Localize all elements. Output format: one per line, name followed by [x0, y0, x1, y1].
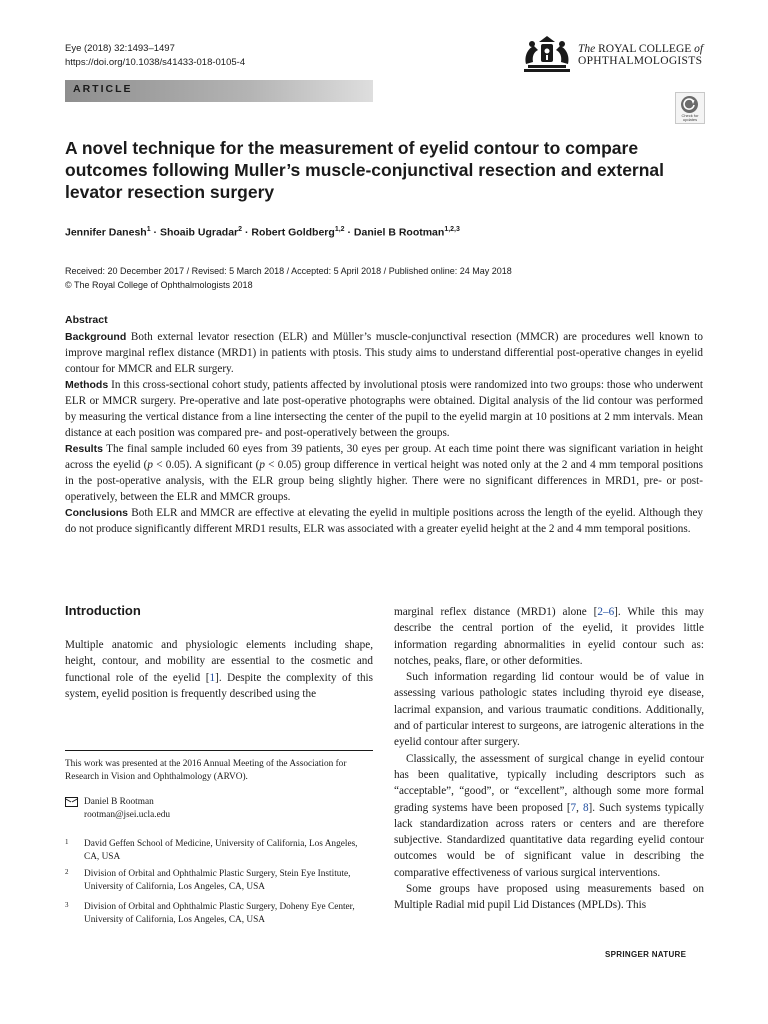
affiliation-text: David Geffen School of Medicine, University of California, Los Angeles, CA, USA: [84, 839, 358, 862]
check-for-updates-label: Check for updates: [681, 113, 699, 122]
affiliation-item: [65, 838, 373, 864]
conclusions-label: Conclusions: [65, 507, 129, 519]
affiliation-number: 3: [65, 901, 69, 909]
publisher-logo: [605, 950, 686, 959]
body-text: ]. While this may describe the central portion of the eyelid, it provides little information regarding abnormalities in eyelid contour such as: notches, peaks, flare, or other deformities.: [394, 606, 704, 667]
society-name: [578, 43, 703, 67]
author-name[interactable]: Shoaib Ugradar: [159, 226, 239, 239]
check-for-updates-button[interactable]: [675, 92, 705, 124]
abstract-heading: Abstract: [65, 314, 108, 326]
copyright-line: © The Royal College of Ophthalmologists 2018: [65, 280, 253, 290]
citation-link[interactable]: 8: [582, 801, 589, 814]
society-name-royal-college: ROYAL COLLEGE: [598, 43, 692, 55]
contact-email[interactable]: rootman@jsei.ucla.edu: [84, 810, 171, 820]
envelope-icon: [65, 797, 78, 807]
author-separator: ·: [242, 226, 252, 239]
contact-name: Daniel B Rootman: [84, 797, 154, 807]
author-affiliation: 1,2: [334, 226, 345, 233]
body-text: ]. Such systems typically lack standardization across raters or centers and are therefore subjective. Standardized quantitative data regarding eyelid contour outcomes would be of significant value in describing the comparative effectiveness of various surgical interventions.: [394, 801, 704, 879]
abstract-methods: [65, 377, 703, 441]
citation-link[interactable]: 2–6: [597, 606, 615, 618]
results-label: Results: [65, 443, 103, 455]
article-type-bar: [65, 80, 373, 102]
results-text: < 0.05) group difference in vertical height was noted only at the 2 and 4 mm temporal positions in the post-operative analysis, with the ELR group being slightly higher. There were no significant differences in MRD1, pre- or post-operatively, between the ELR and MMCR groups.: [65, 459, 703, 503]
abstract-conclusions: [65, 505, 703, 537]
author-separator: ·: [344, 226, 354, 239]
body-paragraph: [65, 637, 373, 702]
affiliation-text: Division of Orbital and Ophthalmic Plastic Surgery, Stein Eye Institute, University of California, Los Angeles, CA, USA: [84, 869, 351, 892]
abstract: [65, 313, 703, 537]
body-text: marginal reflex distance (MRD1) alone [: [394, 606, 598, 618]
results-text: < 0.05). A significant (: [152, 459, 260, 471]
background-text: Both external levator resection (ELR) and Müller’s muscle-conjunctival resection (MMCR) are procedures well known to improve marginal reflex distance (MRD1) in patients with ptosis. This study aims to understand differential post-operative changes in eyelid contour for MMCR and ELR surgery.: [65, 331, 703, 375]
society-logo: [520, 34, 705, 74]
p-value-symbol: p: [259, 459, 265, 471]
body-text: ]. Despite the complexity of this system, eyelid position is frequently described using the: [65, 671, 374, 700]
doi-link[interactable]: https://doi.org/10.1038/s41433-018-0105-4: [65, 57, 246, 68]
methods-label: Methods: [65, 379, 109, 391]
history-dates: Received: 20 December 2017 / Revised: 5 March 2018 / Accepted: 5 April 2018 / Published online: 24 May 2018: [65, 266, 512, 276]
citation-link[interactable]: 1: [209, 671, 216, 684]
publication-dates: [65, 264, 705, 292]
affiliation-text: Division of Orbital and Ophthalmic Plastic Surgery, Doheny Eye Center, University of California, Los Angeles, CA, USA: [84, 902, 355, 925]
society-name-of: of: [691, 43, 704, 55]
refresh-icon: [681, 96, 698, 113]
body-column-right: [394, 604, 704, 914]
author-list: [65, 226, 705, 239]
background-label: Background: [65, 331, 127, 343]
publisher-name-part2: NATURE: [649, 950, 687, 959]
body-text: Classically, the assessment of surgical change in eyelid contour has been qualitative, typically including descriptors such as “acceptable”, “good”, or “excellent”, although some more formal grading systems have been proposed [: [394, 752, 704, 814]
body-paragraph: Such information regarding lid contour would be of value in assessing various pathologic states including thyroid eye disease, lacrimal expansion, and various traumatic conditions. Additionally, and of particular interest to surgeons, are iatrogenic alterations in the eyelid contour after surgery.: [394, 671, 704, 749]
author-affiliation: 1: [146, 226, 151, 233]
body-paragraph: [394, 751, 704, 881]
affiliation-item: [65, 868, 373, 894]
presentation-note: This work was presented at the 2016 Annual Meeting of the Association for Research in Vision and Ophthalmology (ARVO).: [65, 759, 347, 782]
coat-of-arms-icon: [520, 34, 574, 74]
introduction-heading: Introduction: [65, 603, 141, 618]
affiliation-number: 2: [65, 868, 69, 876]
footnote-divider: [65, 750, 373, 751]
affiliation-item: [65, 901, 373, 927]
conclusions-text: Both ELR and MMCR are effective at elevating the eyelid in multiple positions across the length of the eyelid. Although they do not produce significantly different MRD1 results, ELR was associated with a greater eyelid height at the 2 and 4 mm temporal positions.: [65, 507, 703, 535]
article-title: A novel technique for the measurement of eyelid contour to compare outcomes following Muller’s muscle-conjunctival resection and external levator resection surgery: [65, 138, 665, 202]
journal-reference: [65, 42, 245, 70]
abstract-results: [65, 441, 703, 505]
article-type-label: ARTICLE: [73, 83, 133, 95]
author-name[interactable]: Jennifer Danesh: [65, 226, 147, 239]
body-text: Multiple anatomic and physiologic elements including shape, height, contour, and mobility are essential to the cosmetic and functional role of the eyelid [: [65, 639, 373, 684]
results-text: The final sample included 60 eyes from 39 patients, 30 eyes per group. At each time point there was significant variation in height across the eyelid (: [65, 443, 703, 471]
society-name-the: The: [578, 43, 599, 55]
p-value-symbol: p: [147, 459, 153, 471]
body-paragraph: [394, 604, 704, 669]
author-affiliation: 2: [238, 226, 243, 233]
affiliation-number: 1: [65, 838, 69, 846]
author-separator: ·: [150, 226, 160, 239]
citation-link[interactable]: 7: [570, 801, 577, 814]
publisher-name-part1: SPRINGER: [605, 950, 650, 959]
corresponding-author: [65, 796, 373, 822]
body-column-left: [65, 637, 373, 702]
methods-text: In this cross-sectional cohort study, patients affected by involutional ptosis were randomized into two groups: those who underwent ELR or MMCR surgery. Pre-operative and late post-operative photographs were obtained. Digital analysis of the lid contour was performed by measuring the vertical distance from a line intersecting the center of the pupil to the eyelid margin at 10 positions at 2 mm intervals. Mean distance at each position was compared pre- and post-operatively between the groups.: [65, 379, 703, 439]
abstract-background: [65, 329, 703, 377]
author-name[interactable]: Robert Goldberg: [251, 226, 335, 239]
journal-citation: Eye (2018) 32:1493–1497: [65, 43, 175, 54]
society-name-ophthalmologists: OPHTHALMOLOGISTS: [578, 55, 703, 67]
body-text: ,: [576, 801, 583, 814]
author-name[interactable]: Daniel B Rootman: [353, 226, 445, 239]
body-paragraph: Some groups have proposed using measurements based on Multiple Radial mid pupil Lid Distances (MPLDs). This: [394, 883, 704, 912]
author-affiliation: 1,2,3: [444, 226, 460, 233]
